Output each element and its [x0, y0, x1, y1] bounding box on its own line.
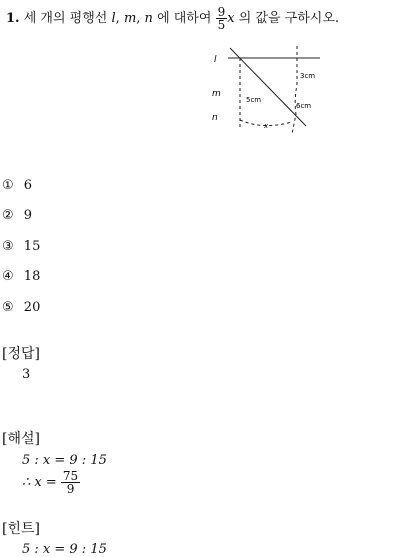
dashed-vertical-right: [292, 46, 297, 134]
choice-5[interactable]: [2, 300, 40, 315]
transversal-line: [230, 48, 306, 126]
fraction-denominator: 9: [61, 482, 80, 495]
choice-value: 18: [23, 269, 41, 284]
label-x: x: [264, 122, 269, 130]
choice-mark: ⑤: [2, 300, 14, 315]
explanation-line-2: [22, 470, 80, 495]
parallel-lines-diagram: [208, 44, 328, 136]
choice-3[interactable]: [2, 239, 40, 254]
choice-value: 6: [23, 178, 33, 193]
choice-1[interactable]: [2, 178, 32, 193]
comma: ,: [115, 11, 120, 26]
var-l: l: [111, 11, 116, 26]
var-n: n: [144, 11, 153, 26]
question-text-middle: 에 대하여: [157, 11, 212, 26]
comma: ,: [136, 11, 141, 26]
choice-mark: ②: [2, 208, 14, 223]
answer-heading: [정답]: [2, 346, 40, 362]
question-text-before: 세 개의 평행선: [23, 11, 108, 26]
label-3cm: 3cm: [300, 72, 316, 80]
label-n: n: [212, 113, 218, 123]
choice-value: 9: [23, 208, 33, 223]
label-5cm: 5cm: [246, 96, 262, 104]
fraction-denominator: 5: [217, 18, 226, 32]
fraction-9-5: [216, 6, 228, 31]
question-number: 1.: [6, 11, 20, 26]
fraction-numerator: 75: [62, 469, 79, 483]
choice-2[interactable]: [2, 208, 32, 223]
label-6cm: 6cm: [296, 102, 312, 110]
choice-4[interactable]: [2, 269, 40, 284]
fraction-numerator: 9: [217, 5, 226, 19]
hint-line-1: 5 : x = 9 : 15: [22, 542, 107, 557]
fraction-75-9: [61, 470, 80, 495]
explanation-line-1: 5 : x = 9 : 15: [22, 453, 107, 468]
question-line: [6, 6, 339, 31]
var-x: x: [227, 11, 235, 26]
choice-value: 15: [23, 239, 41, 254]
explanation-heading: [해설]: [2, 431, 40, 447]
choice-mark: ①: [2, 178, 14, 193]
choice-mark: ④: [2, 269, 14, 284]
var-m: m: [123, 11, 137, 26]
choice-mark: ③: [2, 239, 14, 254]
choice-value: 20: [23, 300, 41, 315]
label-m: m: [212, 89, 221, 99]
hint-heading: [힌트]: [2, 521, 40, 537]
therefore-prefix: ∴ x =: [22, 475, 57, 490]
question-text-after: 의 값을 구하시오.: [238, 11, 340, 26]
answer-value: 3: [22, 367, 31, 382]
label-l: l: [214, 55, 217, 65]
